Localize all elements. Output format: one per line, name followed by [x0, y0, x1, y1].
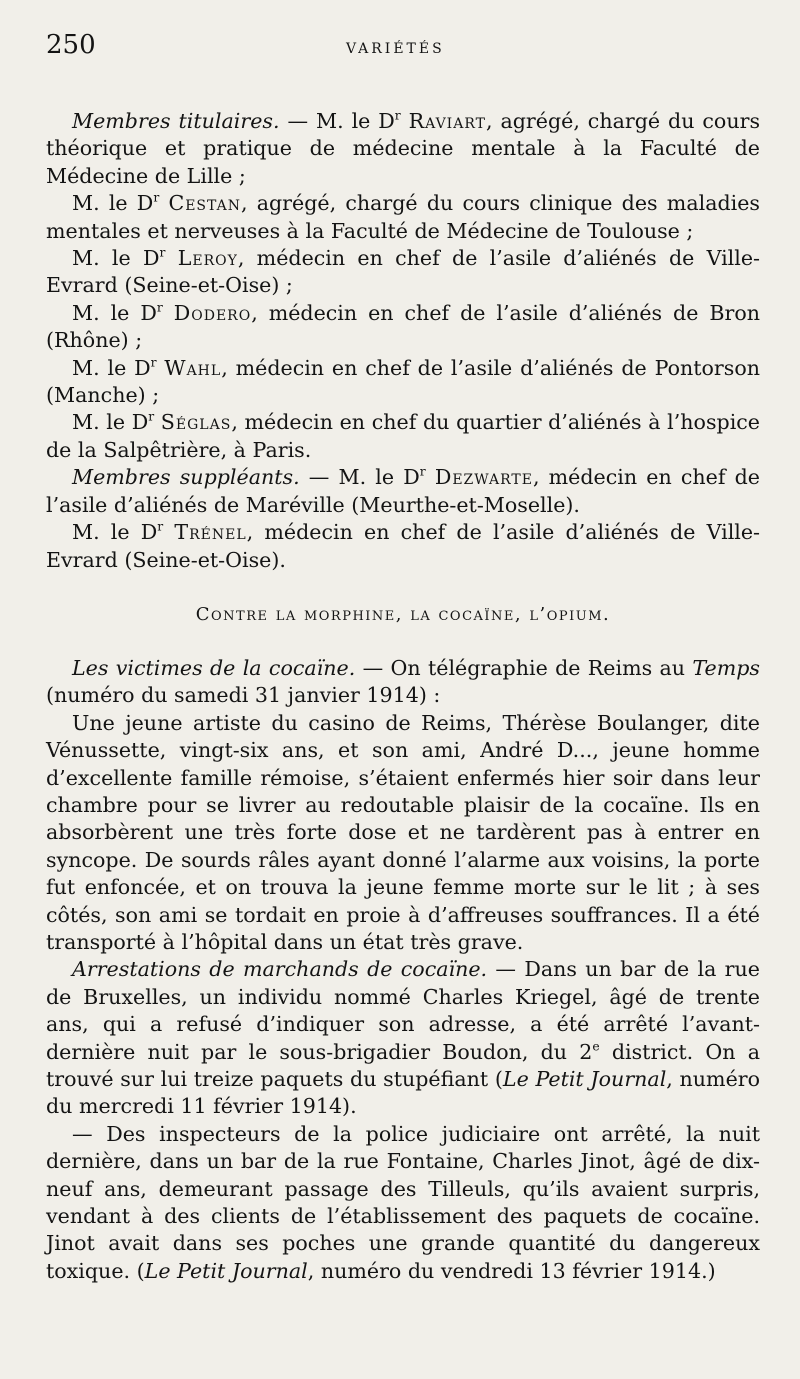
running-head: VARIÉTÉS: [346, 41, 445, 57]
section-heading: Contre la morphine, la cocaïne, l’opium.: [195, 603, 611, 625]
page-header: [46, 30, 760, 74]
members-substitute-paragraph: Membres suppléants. — M. le $D^r$ Dezwarte, médecin en chef de l’asile d’aliénés de Maréville (Meurthe-et-Moselle).: [46, 464, 760, 517]
person-name: Séglas: [160, 410, 232, 435]
member-paragraph: M. le $D^r$ Dodero, médecin en chef de l’asile d’aliénés de Bron (Rhône) ;: [46, 300, 761, 353]
subheading: Membres titulaires.: [72, 109, 280, 133]
source-title: Temps: [692, 655, 760, 680]
subheading: Arrestations de marchands de cocaïne.: [72, 957, 488, 982]
member-paragraph: M. le $D^r$ Séglas, médecin en chef du quartier d’aliénés à l’hospice de la Salpêtrière, à Paris.: [46, 409, 760, 462]
member-paragraph: M. le $D^r$ Leroy, médecin en chef de l’asile d’aliénés de Ville-Evrard (Seine-et-Oise) ;: [46, 245, 761, 298]
person-name: Dezwarte: [434, 465, 533, 490]
subheading: Les victimes de la cocaïne.: [72, 655, 356, 680]
source-title: Le Petit Journal: [502, 1067, 667, 1091]
source-title: Le Petit Journal: [144, 1258, 308, 1283]
person-name: Cestan: [168, 191, 241, 216]
cocaine-victims-paragraph: Les victimes de la cocaïne. — On télégraphie de Reims au Temps (numéro du samedi 31 janvier 1914) :: [46, 655, 760, 708]
member-paragraph: M. le $D^r$ Cestan, agrégé, chargé du cours clinique des maladies mentales et nerveuses à la Faculté de Médecine de Toulouse ;: [46, 190, 760, 243]
member-paragraph: M. le $D^r$ Trénel, médecin en chef de l’asile d’aliénés de Ville-Evrard (Seine-et-Oise).: [46, 519, 761, 572]
quoted-report-paragraph: Une jeune artiste du casino de Reims, Thérèse Boulanger, dite Vénussette, vingt-six ans, et son ami, André D..., jeune homme d’excellente famille rémoise, s’étaient enfermés hier soir dans leur chambre pour se livrer au redoutable plaisir de la cocaïne. Ils en absorbèrent une très forte dose et ne tardèrent pas à entrer en syncope. De sourds râles ayant donné l’alarme aux voisins, la porte fut enfoncée, et on trouva la jeune femme morte sur le lit ; à ses côtés, son ami se tordait en proie à d’affreuses souffrances. Il a été transporté à l’hôpital dans un état très grave.: [46, 710, 760, 954]
person-name: Leroy: [177, 246, 238, 271]
person-name: Dodero: [173, 300, 252, 325]
arrests-paragraph: Arrestations de marchands de cocaïne. — Dans un bar de la rue de Bruxelles, un individu nommé Charles Kriegel, âgé de trente ans, qui a refusé d’indiquer son adresse, a été arrêté l’avant-dernière nuit par le sous-brigadier Boudon, du 2e district. On a trouvé sur lui treize paquets du stupéfiant (Le Petit Journal, numéro du mercredi 11 février 1914).: [46, 957, 761, 1119]
subheading: Membres suppléants.: [72, 465, 300, 490]
page-number: 250: [46, 30, 96, 60]
person-name: Raviart: [408, 109, 486, 133]
person-name: Trénel: [174, 520, 247, 545]
person-name: Wahl: [164, 355, 222, 380]
members-titular-paragraph: Membres titulaires. — M. le $D^r$ Raviart, agrégé, chargé du cours théorique et pratique de médecine mentale à la Faculté de Médecine de Lille ;: [46, 108, 761, 188]
jinot-arrest-paragraph: — Des inspecteurs de la police judiciaire ont arrêté, la nuit dernière, dans un bar de la rue Fontaine, Charles Jinot, âgé de dix-neuf ans, demeurant passage des Tilleuls, qu’ils avaient surpris, vendant à des clients de l’établissement des paquets de cocaïne. Jinot avait dans ses poches une grande quantité du dangereux toxique. (Le Petit Journal, numéro du vendredi 13 février 1914.): [46, 1121, 760, 1283]
member-paragraph: M. le $D^r$ Wahl, médecin en chef de l’asile d’aliénés de Pontorson (Manche) ;: [46, 355, 760, 408]
